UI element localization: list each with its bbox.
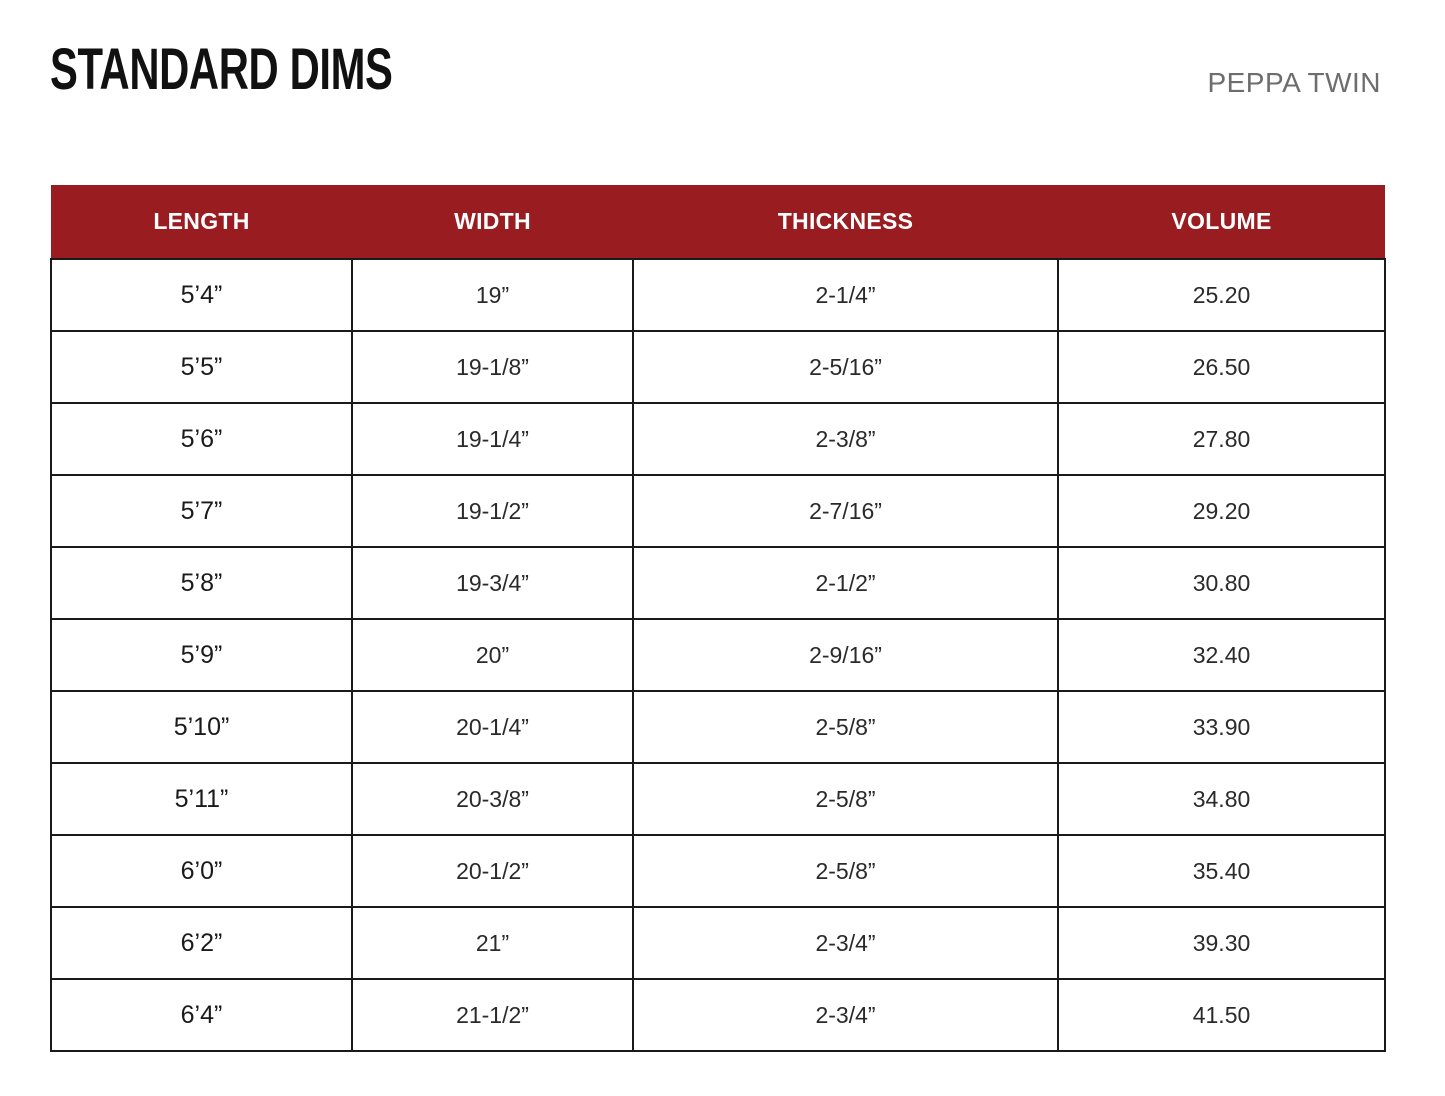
cell-volume: 33.90	[1058, 691, 1385, 763]
cell-length: 6’0”	[51, 835, 352, 907]
cell-thickness: 2-7/16”	[633, 475, 1058, 547]
cell-width: 19-1/4”	[352, 403, 633, 475]
table-row	[51, 979, 1385, 1051]
table-row	[51, 547, 1385, 619]
cell-volume: 39.30	[1058, 907, 1385, 979]
cell-width: 19-1/8”	[352, 331, 633, 403]
cell-thickness: 2-3/4”	[633, 979, 1058, 1051]
cell-volume: 35.40	[1058, 835, 1385, 907]
cell-thickness: 2-5/16”	[633, 331, 1058, 403]
cell-thickness: 2-5/8”	[633, 763, 1058, 835]
cell-thickness: 2-5/8”	[633, 835, 1058, 907]
column-header-thickness: THICKNESS	[633, 185, 1058, 259]
table-row	[51, 331, 1385, 403]
table-row	[51, 835, 1385, 907]
cell-width: 19-3/4”	[352, 547, 633, 619]
cell-width: 20-3/8”	[352, 763, 633, 835]
table-row	[51, 619, 1385, 691]
cell-volume: 27.80	[1058, 403, 1385, 475]
column-header-length: LENGTH	[51, 185, 352, 259]
cell-length: 6’2”	[51, 907, 352, 979]
cell-length: 5’9”	[51, 619, 352, 691]
cell-width: 20”	[352, 619, 633, 691]
cell-length: 5’4”	[51, 259, 352, 331]
cell-width: 20-1/4”	[352, 691, 633, 763]
cell-volume: 41.50	[1058, 979, 1385, 1051]
cell-volume: 25.20	[1058, 259, 1385, 331]
cell-length: 5’5”	[51, 331, 352, 403]
cell-width: 21”	[352, 907, 633, 979]
column-header-width: WIDTH	[352, 185, 633, 259]
table-row	[51, 259, 1385, 331]
table-row	[51, 475, 1385, 547]
cell-length: 5’6”	[51, 403, 352, 475]
cell-thickness: 2-1/4”	[633, 259, 1058, 331]
cell-volume: 26.50	[1058, 331, 1385, 403]
dims-table	[50, 185, 1386, 1052]
table-header-row	[51, 185, 1385, 259]
table-row	[51, 763, 1385, 835]
cell-length: 6’4”	[51, 979, 352, 1051]
cell-thickness: 2-1/2”	[633, 547, 1058, 619]
model-name: PEPPA TWIN	[1207, 67, 1381, 98]
cell-thickness: 2-3/4”	[633, 907, 1058, 979]
cell-volume: 30.80	[1058, 547, 1385, 619]
cell-thickness: 2-9/16”	[633, 619, 1058, 691]
table-row	[51, 907, 1385, 979]
cell-width: 20-1/2”	[352, 835, 633, 907]
cell-thickness: 2-5/8”	[633, 691, 1058, 763]
cell-length: 5’10”	[51, 691, 352, 763]
table-row	[51, 691, 1385, 763]
cell-volume: 34.80	[1058, 763, 1385, 835]
column-header-volume: VOLUME	[1058, 185, 1385, 259]
cell-volume: 32.40	[1058, 619, 1385, 691]
cell-length: 5’11”	[51, 763, 352, 835]
cell-thickness: 2-3/8”	[633, 403, 1058, 475]
cell-volume: 29.20	[1058, 475, 1385, 547]
cell-width: 19”	[352, 259, 633, 331]
table-row	[51, 403, 1385, 475]
cell-length: 5’7”	[51, 475, 352, 547]
cell-width: 21-1/2”	[352, 979, 633, 1051]
page-title: STANDARD DIMS	[50, 37, 393, 102]
cell-length: 5’8”	[51, 547, 352, 619]
cell-width: 19-1/2”	[352, 475, 633, 547]
